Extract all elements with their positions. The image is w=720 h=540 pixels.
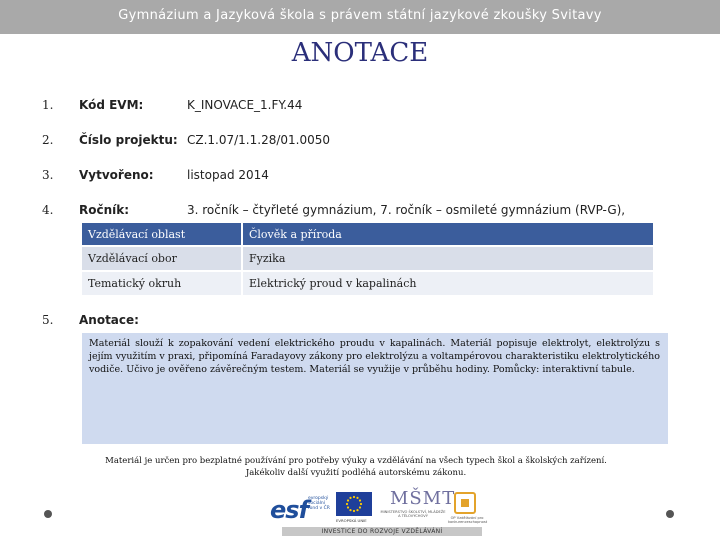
item-number-5: 5. [42,313,54,327]
item-label-cislo-projektu: Číslo projektu: [79,133,178,147]
item-value-vytvoreno: listopad 2014 [187,168,269,182]
item-label-kod-evm: Kód EVM: [79,98,144,112]
annotation-text: Materiál slouží k zopakování vedení elektrického proudu v kapalinách. Materiál popisuje elektrolyt, elektrolýzu s jejím využitím v praxi, připomíná Faradayovy zákony pro elektrolýzu a voltampérovou charakteristiku elektrolytického vodiče. Učivo je ověřeno závěrečným testem. Materiál se využije v průběhu hodiny. Pomůcky: interaktivní tabule. [82,333,668,444]
table-cell: Vzdělávací obor [81,246,242,271]
op-mark-icon [454,492,476,514]
eu-stars-icon [336,492,372,516]
item-value-rocnik: 3. ročník – čtyřleté gymnázium, 7. ročník – osmileté gymnázium (RVP-G), [187,203,626,217]
esf-mark: esf [270,496,309,524]
esf-caption: evropský sociální fond v ČR [308,496,330,511]
table-cell: Elektrický proud v kapalinách [242,271,654,296]
item-number-4: 4. [42,203,54,217]
funding-logos [270,489,486,537]
license-line-2: Jakékoliv další využití podléhá autorskému zákonu. [245,468,467,478]
page-title: ANOTACE [291,38,429,68]
table-row [81,271,654,296]
eu-flag-icon [336,492,372,516]
op-caption: OP Vzdělávání pro konkurenceschopnost [448,516,488,525]
msmt-mark: MŠMT [390,488,456,509]
item-number-3: 3. [42,168,54,182]
curriculum-table [80,221,655,297]
eu-caption: EVROPSKÁ UNIE [336,518,367,523]
item-label-anotace: Anotace: [79,313,139,327]
esf-logo [270,492,332,524]
license-line-1: Materiál je určen pro bezplatné používání pro potřeby výuky a vzdělávání na všech typech škol a školských zařízení. [105,456,607,466]
item-value-kod-evm: K_INOVACE_1.FY.44 [187,98,303,112]
eu-logo [336,492,374,524]
school-name: Gymnázium a Jazyková škola s právem státní jazykové zkoušky Svitavy [118,8,602,23]
funding-slogan: INVESTICE DO ROZVOJE VZDĚLÁVÁNÍ [282,527,482,536]
item-label-rocnik: Ročník: [79,203,130,217]
msmt-caption: MINISTERSTVO ŠKOLSTVÍ, MLÁDEŽE A TĚLOVÝCHOVY [380,510,446,519]
op-logo [448,492,486,524]
license-note [0,455,712,479]
item-value-cislo-projektu: CZ.1.07/1.1.28/01.0050 [187,133,331,147]
table-cell: Vzdělávací oblast [81,222,242,246]
table-cell: Tematický okruh [81,271,242,296]
item-label-vytvoreno: Vytvořeno: [79,168,154,182]
table-cell: Fyzika [242,246,654,271]
bullet-dot-left [44,510,52,518]
table-row [81,222,654,246]
msmt-logo [380,488,456,524]
item-number-1: 1. [42,98,54,112]
table-cell: Člověk a příroda [242,222,654,246]
item-number-2: 2. [42,133,54,147]
bullet-dot-right [666,510,674,518]
table-row [81,246,654,271]
